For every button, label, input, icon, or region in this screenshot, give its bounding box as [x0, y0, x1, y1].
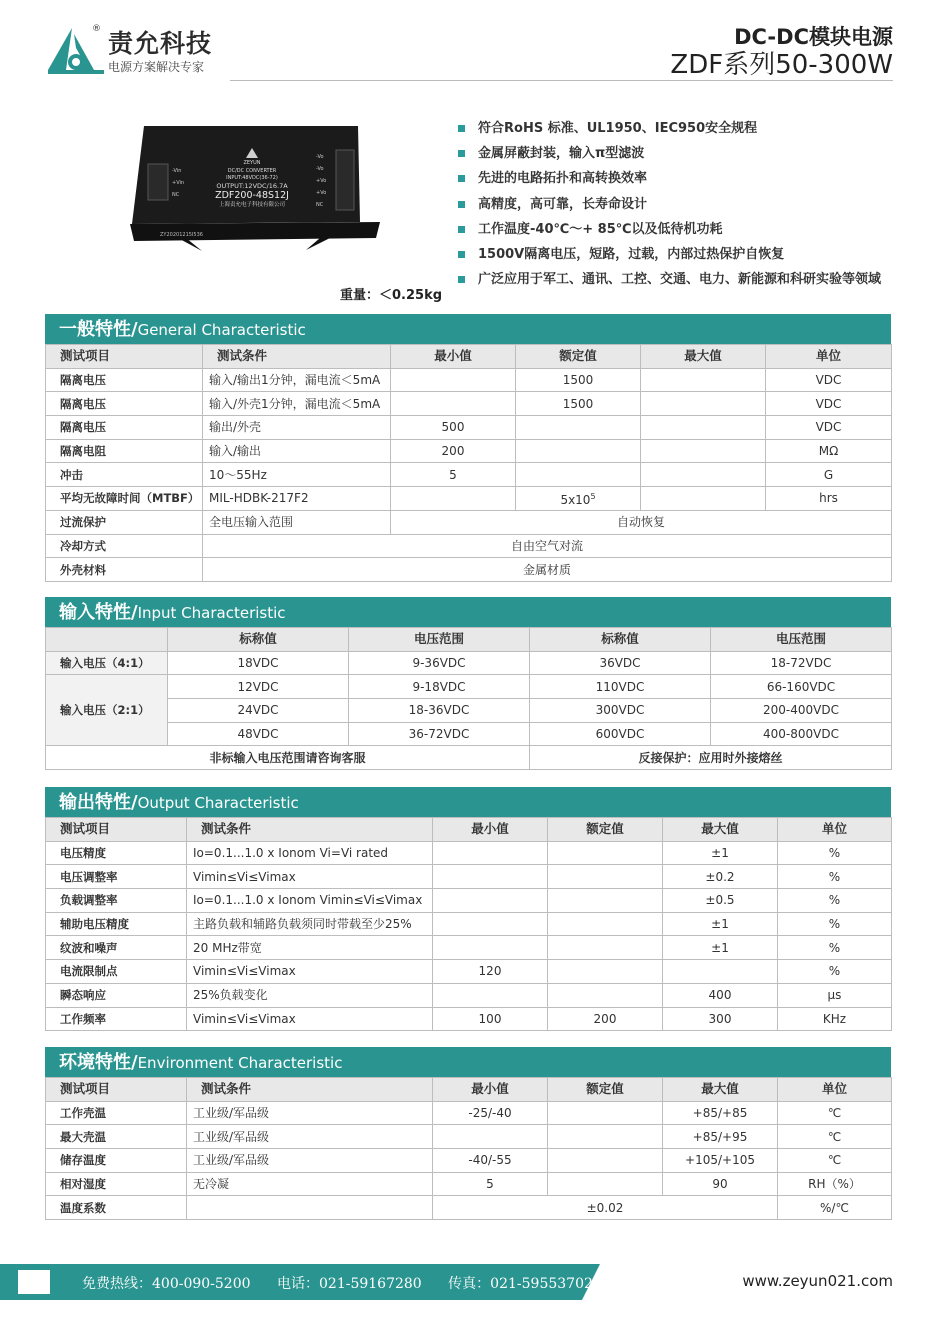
feature-item: 符合RoHS 标准、UL1950、IEC950安全规程: [458, 116, 881, 141]
column-header: 标称值: [530, 628, 711, 652]
column-header: 额定值: [516, 345, 641, 369]
pin-label: -Vin: [172, 168, 182, 174]
output-section: [45, 787, 891, 1031]
square-bullet-icon: [458, 125, 465, 132]
input-table: [45, 627, 892, 770]
pin-label: -Vo: [316, 166, 324, 172]
footer-fax: 传真：021-59553702: [448, 1276, 593, 1292]
column-header: 测试项目: [46, 1078, 187, 1102]
table-row: 隔离电压 输入/外壳1分钟，漏电流＜5mA 1500 VDC: [46, 392, 892, 416]
table-header-row: [46, 345, 892, 369]
website-link[interactable]: www.zeyun021.com: [742, 1272, 893, 1290]
table-row: 输入电压（4:1） 18VDC 9-36VDC 36VDC 18-72VDC: [46, 651, 892, 675]
header-titles: [670, 24, 893, 80]
table-header-row: [46, 818, 892, 842]
product-label-line1: DC/DC CONVERTER: [227, 168, 277, 174]
table-row: 24VDC 18-36VDC 300VDC 200-400VDC: [46, 699, 892, 723]
product-weight: 重量：＜0.25kg: [340, 288, 443, 303]
general-table: [45, 344, 892, 582]
series-title: ZDF系列50-300W: [670, 50, 893, 80]
registered-mark: ®: [92, 24, 101, 34]
pin-label: +Vin: [172, 180, 185, 186]
column-header: 最大值: [663, 1078, 778, 1102]
product-image: [130, 126, 380, 251]
product-maker: 上海责允电子科技有限公司: [218, 202, 286, 208]
table-header-row: [46, 1078, 892, 1102]
feature-item: 高精度，高可靠，长寿命设计: [458, 192, 881, 217]
column-header: 标称值: [168, 628, 349, 652]
square-bullet-icon: [458, 226, 465, 233]
column-header: 最小值: [433, 818, 548, 842]
square-bullet-icon: [458, 251, 465, 258]
brand-slogan: 电源方案解决专家: [108, 60, 205, 74]
feature-item: 广泛应用于军工、通讯、工控、交通、电力、新能源和科研实验等领域: [458, 267, 881, 292]
table-row: 电压调整率 Vimin≤Vi≤Vimax ±0.2 %: [46, 865, 892, 889]
product-model: ZDF200-48S12J: [215, 190, 289, 201]
column-header: 测试条件: [187, 1078, 433, 1102]
column-header: 测试条件: [203, 345, 391, 369]
table-row: 平均无故障时间（MTBF） MIL-HDBK-217F2 $5x10^5$ hrs: [46, 487, 892, 511]
column-header: 单位: [778, 818, 892, 842]
section-header: [45, 314, 891, 344]
column-header: 最小值: [433, 1078, 548, 1102]
column-header: 额定值: [548, 818, 663, 842]
footer-hotline: 免费热线：400-090-5200: [82, 1276, 251, 1292]
column-header: 单位: [766, 345, 892, 369]
table-row: 隔离电压 输入/输出1分钟，漏电流＜5mA 1500 VDC: [46, 368, 892, 392]
footer-contacts: [82, 1273, 615, 1293]
section-header: [45, 787, 891, 817]
column-header: 单位: [778, 1078, 892, 1102]
product-brand-mark: ZEYUN: [243, 160, 261, 166]
footer-phone: 电话：021-59167280: [277, 1276, 422, 1292]
section-title-en: Output Characteristic: [137, 794, 299, 812]
table-row: 相对湿度 无冷凝 5 90 RH（%）: [46, 1172, 892, 1196]
section-header: [45, 597, 891, 627]
environment-table: [45, 1077, 892, 1220]
column-header: 额定值: [548, 1078, 663, 1102]
section-header: [45, 1047, 891, 1077]
table-row: [46, 746, 892, 770]
footer-logo-box: [18, 1270, 50, 1294]
input-section: [45, 597, 891, 770]
column-header: 最大值: [641, 345, 766, 369]
feature-item: 先进的电路拓扑和高转换效率: [458, 166, 881, 191]
pin-label: +Vo: [316, 190, 327, 196]
square-bullet-icon: [458, 150, 465, 157]
column-header: 测试项目: [46, 818, 187, 842]
table-row: 冷却方式 自由空气对流: [46, 534, 892, 558]
section-title-cn: 一般特性/: [59, 319, 138, 340]
general-section: [45, 314, 891, 582]
table-row: 辅助电压精度 主路负载和辅路负载须同时带载至少25% ±1 %: [46, 912, 892, 936]
header-divider: [230, 80, 893, 81]
square-bullet-icon: [458, 201, 465, 208]
input-note-left: 非标输入电压范围请咨询客服: [46, 746, 530, 770]
page-title: DC-DC模块电源: [734, 25, 893, 49]
table-row: 温度系数 ±0.02 %/℃: [46, 1196, 892, 1220]
feature-item: 金属屏蔽封装，输入π型滤波: [458, 141, 881, 166]
product-label-line3: OUTPUT:12VDC/16.7A: [216, 182, 288, 190]
feature-list: [458, 116, 881, 292]
column-header: 测试条件: [187, 818, 433, 842]
pin-label: +Vo: [316, 178, 327, 184]
table-row: 电压精度 Io=0.1...1.0 x Ionom Vi=Vi rated ±1 %: [46, 841, 892, 865]
table-row: 隔离电压 输出/外壳 500 VDC: [46, 416, 892, 440]
pin-label: -Vo: [316, 154, 324, 160]
feature-item: 1500V隔离电压，短路，过载，内部过热保护自恢复: [458, 242, 881, 267]
section-title-cn: 环境特性/: [59, 1052, 138, 1073]
table-header-row: [46, 628, 892, 652]
output-table: [45, 817, 892, 1031]
table-row: 冲击 10～55Hz 5 G: [46, 463, 892, 487]
table-row: 工作壳温 工业级/军品级 -25/-40 +85/+85 ℃: [46, 1101, 892, 1125]
table-row: 负载调整率 Io=0.1...1.0 x Ionom Vimin≤Vi≤Vimax ±0.5 %: [46, 889, 892, 913]
environment-section: [45, 1047, 891, 1220]
table-row: 48VDC 36-72VDC 600VDC 400-800VDC: [46, 722, 892, 746]
table-row: 工作频率 Vimin≤Vi≤Vimax 100 200 300 KHz: [46, 1007, 892, 1031]
brand-name: 责允科技: [108, 29, 213, 58]
square-bullet-icon: [458, 276, 465, 283]
square-bullet-icon: [458, 175, 465, 182]
product-label-line2: INPUT:48VDC(36-72): [226, 175, 278, 181]
section-title-en: General Characteristic: [137, 321, 306, 339]
pin-label: NC: [316, 202, 324, 208]
table-row: 外壳材料 金属材质: [46, 558, 892, 582]
mtbf-value: $5x10^5$: [516, 487, 641, 511]
column-header: 电压范围: [711, 628, 892, 652]
section-title-en: Environment Characteristic: [137, 1054, 343, 1072]
table-row: 储存温度 工业级/军品级 -40/-55 +105/+105 ℃: [46, 1149, 892, 1173]
table-row: 瞬态响应 25%负载变化 400 μs: [46, 983, 892, 1007]
footer: [0, 1264, 935, 1300]
input-note-right: 反接保护：应用时外接熔丝: [530, 746, 892, 770]
section-title-cn: 输入特性/: [59, 602, 138, 623]
section-title-cn: 输出特性/: [59, 792, 138, 813]
column-header: 测试项目: [46, 345, 203, 369]
column-header: 最大值: [663, 818, 778, 842]
table-row: 纹波和噪声 20 MHz带宽 ±1 %: [46, 936, 892, 960]
column-header: 电压范围: [349, 628, 530, 652]
table-row: 最大壳温 工业级/军品级 +85/+95 ℃: [46, 1125, 892, 1149]
table-row: 隔离电阻 输入/输出 200 MΩ: [46, 439, 892, 463]
table-row: 过流保护 全电压输入范围 自动恢复: [46, 510, 892, 534]
feature-item: 工作温度-40℃～+ 85℃以及低待机功耗: [458, 217, 881, 242]
column-header: 最小值: [391, 345, 516, 369]
table-row: 输入电压（2:1） 12VDC 9-18VDC 110VDC 66-160VDC: [46, 675, 892, 699]
section-title-en: Input Characteristic: [137, 604, 286, 622]
table-row: 电流限制点 Vimin≤Vi≤Vimax 120 %: [46, 960, 892, 984]
pin-label: NC: [172, 192, 180, 198]
product-serial: ZY20201215I536: [160, 232, 203, 238]
